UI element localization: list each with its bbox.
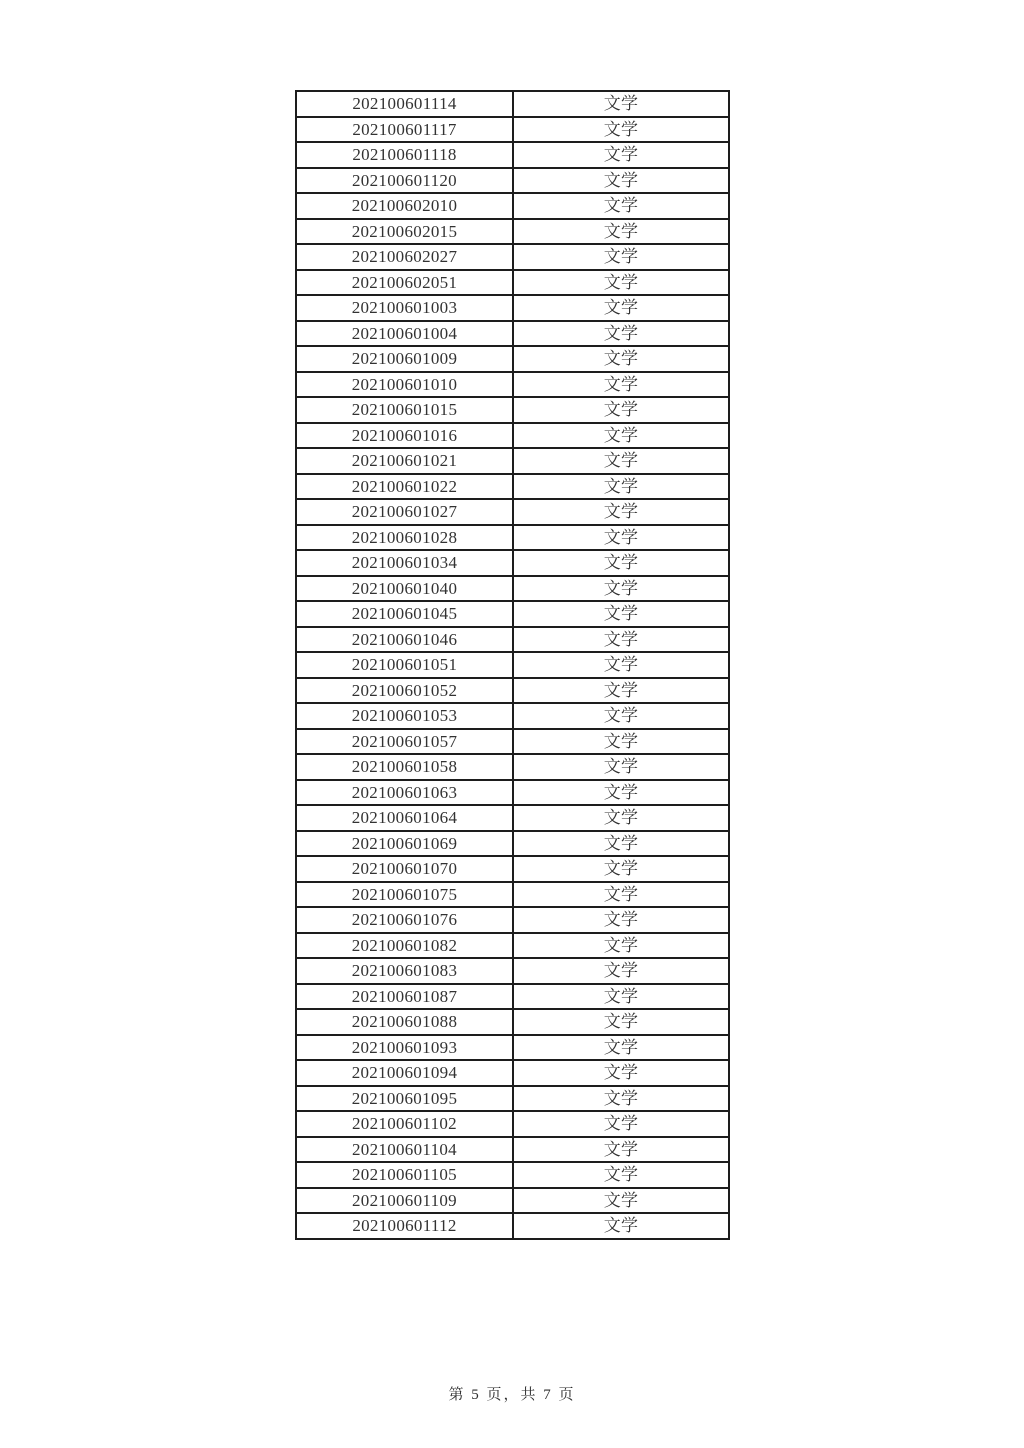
exam-number-cell: 202100601070 <box>296 856 513 882</box>
category-cell: 文学 <box>513 270 729 296</box>
table-row <box>296 601 729 627</box>
category-cell: 文学 <box>513 168 729 194</box>
table-row <box>296 882 729 908</box>
exam-number-cell: 202100601058 <box>296 754 513 780</box>
exam-number-cell: 202100602010 <box>296 193 513 219</box>
table-row <box>296 627 729 653</box>
table-row <box>296 678 729 704</box>
category-cell: 文学 <box>513 754 729 780</box>
exam-number-cell: 202100601083 <box>296 958 513 984</box>
table-row <box>296 244 729 270</box>
table-row <box>296 831 729 857</box>
table-row <box>296 703 729 729</box>
table-row <box>296 984 729 1010</box>
category-cell: 文学 <box>513 933 729 959</box>
table-row <box>296 1035 729 1061</box>
exam-number-cell: 202100601087 <box>296 984 513 1010</box>
table-row <box>296 372 729 398</box>
table-row <box>296 321 729 347</box>
category-cell: 文学 <box>513 1162 729 1188</box>
category-cell: 文学 <box>513 1137 729 1163</box>
exam-number-cell: 202100601114 <box>296 91 513 117</box>
exam-number-cell: 202100601003 <box>296 295 513 321</box>
exam-number-cell: 202100601040 <box>296 576 513 602</box>
category-cell: 文学 <box>513 1035 729 1061</box>
table-row <box>296 474 729 500</box>
exam-number-cell: 202100601045 <box>296 601 513 627</box>
exam-number-cell: 202100601010 <box>296 372 513 398</box>
category-cell: 文学 <box>513 703 729 729</box>
table-row <box>296 780 729 806</box>
exam-number-cell: 202100601052 <box>296 678 513 704</box>
exam-number-cell: 202100601112 <box>296 1213 513 1239</box>
category-cell: 文学 <box>513 856 729 882</box>
table-row <box>296 754 729 780</box>
table-row <box>296 1162 729 1188</box>
exam-number-cell: 202100601057 <box>296 729 513 755</box>
exam-number-cell: 202100601028 <box>296 525 513 551</box>
table-row <box>296 958 729 984</box>
category-cell: 文学 <box>513 423 729 449</box>
exam-number-cell: 202100601117 <box>296 117 513 143</box>
category-cell: 文学 <box>513 295 729 321</box>
table-row <box>296 856 729 882</box>
exam-number-cell: 202100601118 <box>296 142 513 168</box>
exam-number-cell: 202100601004 <box>296 321 513 347</box>
category-cell: 文学 <box>513 219 729 245</box>
exam-number-cell: 202100601102 <box>296 1111 513 1137</box>
category-cell: 文学 <box>513 576 729 602</box>
category-cell: 文学 <box>513 550 729 576</box>
category-cell: 文学 <box>513 1060 729 1086</box>
category-cell: 文学 <box>513 525 729 551</box>
category-cell: 文学 <box>513 474 729 500</box>
table-row <box>296 1060 729 1086</box>
exam-number-cell: 202100601105 <box>296 1162 513 1188</box>
exam-number-cell: 202100601009 <box>296 346 513 372</box>
table-row <box>296 193 729 219</box>
table-row <box>296 423 729 449</box>
category-cell: 文学 <box>513 1009 729 1035</box>
table-row <box>296 907 729 933</box>
exam-number-cell: 202100601063 <box>296 780 513 806</box>
table-row <box>296 346 729 372</box>
category-cell: 文学 <box>513 984 729 1010</box>
table-row <box>296 448 729 474</box>
table-row <box>296 576 729 602</box>
table-row <box>296 652 729 678</box>
table-row <box>296 499 729 525</box>
category-cell: 文学 <box>513 601 729 627</box>
category-cell: 文学 <box>513 907 729 933</box>
exam-number-cell: 202100601088 <box>296 1009 513 1035</box>
exam-number-cell: 202100601082 <box>296 933 513 959</box>
exam-number-cell: 202100601093 <box>296 1035 513 1061</box>
category-cell: 文学 <box>513 729 729 755</box>
category-cell: 文学 <box>513 882 729 908</box>
exam-number-cell: 202100601034 <box>296 550 513 576</box>
table-row <box>296 805 729 831</box>
exam-number-cell: 202100602027 <box>296 244 513 270</box>
table-row <box>296 397 729 423</box>
category-cell: 文学 <box>513 321 729 347</box>
table-row <box>296 91 729 117</box>
category-cell: 文学 <box>513 652 729 678</box>
table-body <box>296 91 729 1239</box>
exam-number-cell: 202100601095 <box>296 1086 513 1112</box>
exam-number-cell: 202100601094 <box>296 1060 513 1086</box>
table-row <box>296 1137 729 1163</box>
category-cell: 文学 <box>513 142 729 168</box>
category-cell: 文学 <box>513 780 729 806</box>
candidate-list-table <box>295 90 730 1240</box>
exam-number-cell: 202100601046 <box>296 627 513 653</box>
category-cell: 文学 <box>513 448 729 474</box>
exam-number-cell: 202100601109 <box>296 1188 513 1214</box>
exam-number-cell: 202100601053 <box>296 703 513 729</box>
exam-number-cell: 202100601022 <box>296 474 513 500</box>
table-row <box>296 1086 729 1112</box>
table-row <box>296 168 729 194</box>
category-cell: 文学 <box>513 372 729 398</box>
exam-number-cell: 202100601027 <box>296 499 513 525</box>
exam-number-cell: 202100601075 <box>296 882 513 908</box>
exam-number-cell: 202100601120 <box>296 168 513 194</box>
category-cell: 文学 <box>513 117 729 143</box>
table-row <box>296 1188 729 1214</box>
category-cell: 文学 <box>513 244 729 270</box>
table-row <box>296 295 729 321</box>
category-cell: 文学 <box>513 397 729 423</box>
category-cell: 文学 <box>513 958 729 984</box>
category-cell: 文学 <box>513 1111 729 1137</box>
table-row <box>296 219 729 245</box>
table-row <box>296 729 729 755</box>
table-row <box>296 1213 729 1239</box>
exam-number-cell: 202100601021 <box>296 448 513 474</box>
table-row <box>296 933 729 959</box>
category-cell: 文学 <box>513 627 729 653</box>
category-cell: 文学 <box>513 1086 729 1112</box>
category-cell: 文学 <box>513 1188 729 1214</box>
table-row <box>296 270 729 296</box>
exam-number-cell: 202100601069 <box>296 831 513 857</box>
exam-number-cell: 202100601064 <box>296 805 513 831</box>
page-number-footer: 第 5 页，共 7 页 <box>448 1387 576 1403</box>
category-cell: 文学 <box>513 831 729 857</box>
exam-number-cell: 202100601076 <box>296 907 513 933</box>
table-row <box>296 1111 729 1137</box>
exam-number-cell: 202100601015 <box>296 397 513 423</box>
category-cell: 文学 <box>513 499 729 525</box>
category-cell: 文学 <box>513 1213 729 1239</box>
category-cell: 文学 <box>513 678 729 704</box>
category-cell: 文学 <box>513 91 729 117</box>
exam-number-cell: 202100601104 <box>296 1137 513 1163</box>
table-row <box>296 525 729 551</box>
exam-number-cell: 202100602051 <box>296 270 513 296</box>
category-cell: 文学 <box>513 346 729 372</box>
exam-number-cell: 202100602015 <box>296 219 513 245</box>
exam-number-cell: 202100601051 <box>296 652 513 678</box>
table-row <box>296 117 729 143</box>
table-row <box>296 1009 729 1035</box>
category-cell: 文学 <box>513 193 729 219</box>
category-cell: 文学 <box>513 805 729 831</box>
exam-number-cell: 202100601016 <box>296 423 513 449</box>
table-row <box>296 550 729 576</box>
table-row <box>296 142 729 168</box>
